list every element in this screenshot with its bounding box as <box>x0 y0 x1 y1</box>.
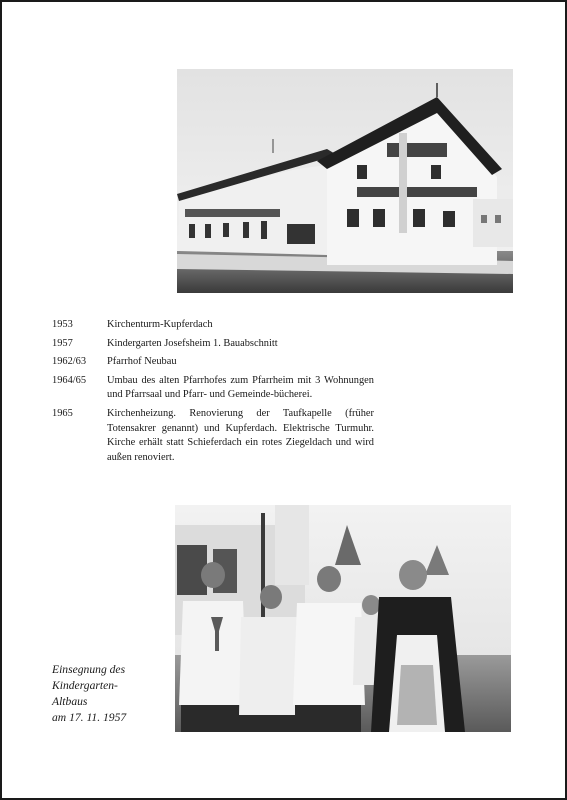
chronicle-text: Kirchenheizung. Renovierung der Taufkapelle (früher Totensakrer genannt) und Kupferdach. Elektrische Turmuhr. Kirche erhält statt Schieferdach ein rotes Ziegeldach und wird außen renoviert. <box>107 407 374 463</box>
consecration-photo-image <box>175 505 511 732</box>
chronicle-entry <box>52 374 374 403</box>
photo-caption <box>52 662 172 726</box>
chronicle-list <box>52 318 374 469</box>
chronicle-text: Kindergarten Josefsheim 1. Bauabschnitt <box>107 337 278 349</box>
chronicle-text: Kirchenturm-Kupferdach <box>107 319 213 330</box>
chronicle-entry <box>52 355 374 370</box>
caption-line: Einsegnung des <box>52 663 126 676</box>
chronicle-entry <box>52 318 374 333</box>
caption-line: am 17. 11. 1957 <box>52 711 127 724</box>
caption-line: Kindergarten- <box>52 679 118 692</box>
chronicle-year: 1964/65 <box>52 374 87 386</box>
chronicle-text: Pfarrhof Neubau <box>107 356 177 368</box>
chronicle-entry <box>52 337 374 352</box>
chronicle-year: 1953 <box>52 319 73 330</box>
chronicle-year: 1957 <box>52 337 73 349</box>
consecration-photo <box>175 505 511 732</box>
caption-line: Altbaus <box>52 695 88 708</box>
chronicle-year: 1962/63 <box>52 356 87 368</box>
chronicle-year: 1965 <box>52 407 73 419</box>
pfarrhof-photo-image <box>177 69 513 293</box>
chronicle-entry <box>52 407 374 465</box>
chronicle-text: Umbau des alten Pfarrhofes zum Pfarrheim mit 3 Wohnungen und Pfarrsaal und Pfarr- und Gemeinde-bücherei. <box>107 374 374 401</box>
pfarrhof-photo <box>177 69 513 293</box>
